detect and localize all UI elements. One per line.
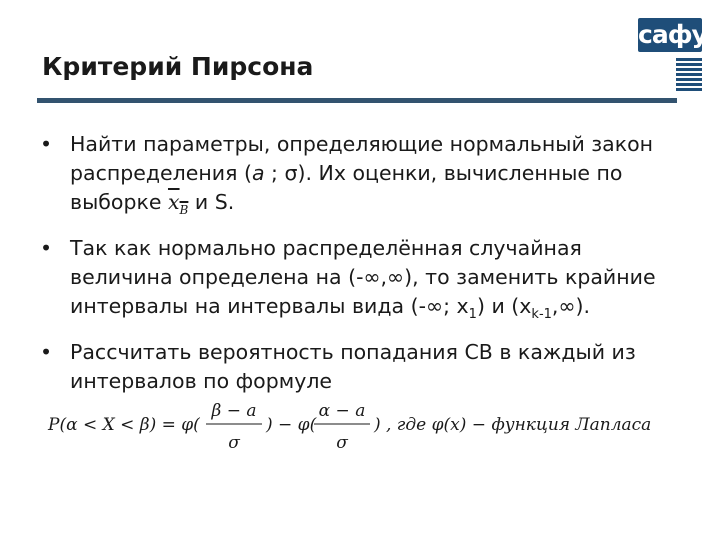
fraction-2-denominator: σ	[336, 433, 348, 453]
fraction-2-numerator: α − a	[318, 401, 366, 421]
formula-lhs: P(α < X < β) = φ(	[48, 415, 200, 435]
sample-mean: $x_В$	[167, 190, 189, 218]
bullet-list	[40, 130, 680, 405]
formula-tail: , где φ(x) − функция Лапласа	[386, 415, 652, 435]
bullet-item: • Так как нормально распределённая случайная величина определена на (-∞,∞), то заменить крайние интервалы на интервалы вида (-∞; $x_1$) и $(x_{k-1},\infty)$.	[40, 236, 656, 323]
bullet-item: • Найти параметры, определяющие нормальный закон распределения (a ; σ). Их оценки, вычисленные по выборке $x_В$ и S.	[40, 132, 654, 218]
title-divider	[37, 98, 677, 103]
fraction-1-denominator: σ	[228, 433, 240, 453]
bullet-dot: •	[40, 236, 53, 261]
formula-middle: ) − φ(	[266, 415, 317, 435]
fraction-1-numerator: β − a	[211, 401, 257, 421]
param-a: a	[251, 161, 265, 185]
bullet-dot: •	[40, 132, 53, 156]
logo-wordmark: сафу	[638, 18, 702, 52]
university-logo	[638, 14, 707, 96]
bullet-item: • Рассчитать вероятность попадания СВ в каждый из интервалов по формуле	[40, 340, 636, 394]
slide-title: Критерий Пирсона	[42, 52, 314, 81]
formula-close: )	[374, 415, 381, 435]
bullet-dot: •	[40, 340, 53, 365]
laplace-formula	[46, 396, 676, 456]
logo-text-lines	[676, 58, 702, 93]
